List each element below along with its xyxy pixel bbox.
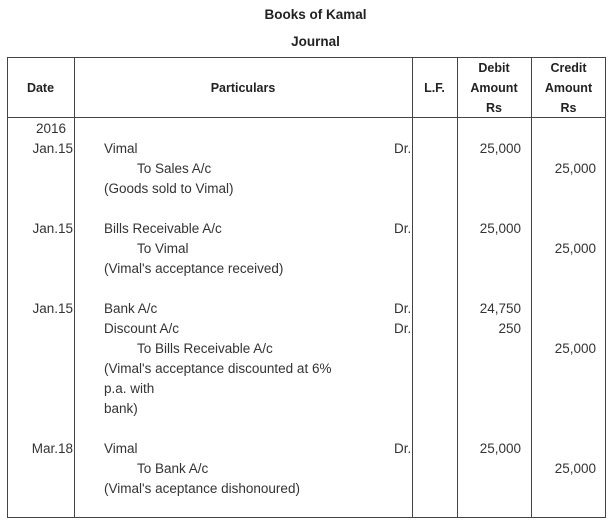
- narration: (Vimal's aceptance dishonoured): [104, 481, 300, 496]
- debit-amount: 250: [498, 321, 521, 336]
- credit-amount: 25,000: [554, 461, 596, 476]
- entry-date: Mar.18: [31, 441, 73, 456]
- header-credit-line: Amount: [544, 81, 593, 95]
- debit-account: Discount A/c: [104, 321, 180, 336]
- book-title: Books of Kamal: [264, 7, 367, 22]
- debit-account: Bills Receivable A/c: [104, 221, 222, 236]
- dr-marker: Dr.: [394, 441, 412, 456]
- header-debit-line: Amount: [470, 81, 518, 95]
- entry-date: Jan.15: [32, 221, 73, 236]
- narration: p.a. with: [104, 381, 155, 396]
- dr-marker: Dr.: [394, 141, 412, 156]
- dr-marker: Dr.: [394, 321, 412, 336]
- journal-title: Journal: [291, 34, 340, 49]
- entry-date: Jan.15: [32, 141, 73, 156]
- credit-amount: 25,000: [554, 161, 596, 176]
- column-divider: [74, 57, 75, 518]
- header-date: Date: [26, 81, 55, 95]
- year: 2016: [35, 121, 66, 136]
- credit-account: To Bank A/c: [137, 461, 209, 476]
- credit-account: To Sales A/c: [137, 161, 212, 176]
- header-debit-line: Debit: [478, 61, 510, 75]
- dr-marker: Dr.: [394, 221, 412, 236]
- header-debit: [457, 58, 531, 118]
- credit-amount: 25,000: [554, 341, 596, 356]
- header-credit-line: Rs: [560, 101, 577, 115]
- header-debit-line: Rs: [486, 101, 502, 115]
- credit-account: To Bills Receivable A/c: [137, 341, 273, 356]
- dr-marker: Dr.: [394, 301, 412, 316]
- header-particulars: Particulars: [210, 81, 276, 95]
- credit-account: To Vimal: [137, 241, 189, 256]
- narration: bank): [104, 401, 138, 416]
- debit-amount: 25,000: [479, 441, 521, 456]
- column-divider: [412, 57, 413, 518]
- debit-amount: 24,750: [479, 301, 521, 316]
- credit-amount: 25,000: [554, 241, 596, 256]
- entry-date: Jan.15: [32, 301, 73, 316]
- narration: (Vimal's acceptance received): [104, 261, 284, 276]
- column-divider: [531, 57, 532, 518]
- header-lf: L.F.: [424, 81, 445, 95]
- narration: (Goods sold to Vimal): [104, 181, 234, 196]
- narration: (Vimal's acceptance discounted at 6%: [104, 361, 332, 376]
- debit-amount: 25,000: [479, 221, 521, 236]
- debit-amount: 25,000: [479, 141, 521, 156]
- debit-account: Vimal: [104, 441, 138, 456]
- debit-account: Vimal: [104, 141, 138, 156]
- header-credit: [531, 58, 606, 118]
- debit-account: Bank A/c: [104, 301, 158, 316]
- header-credit-line: Credit: [550, 61, 587, 75]
